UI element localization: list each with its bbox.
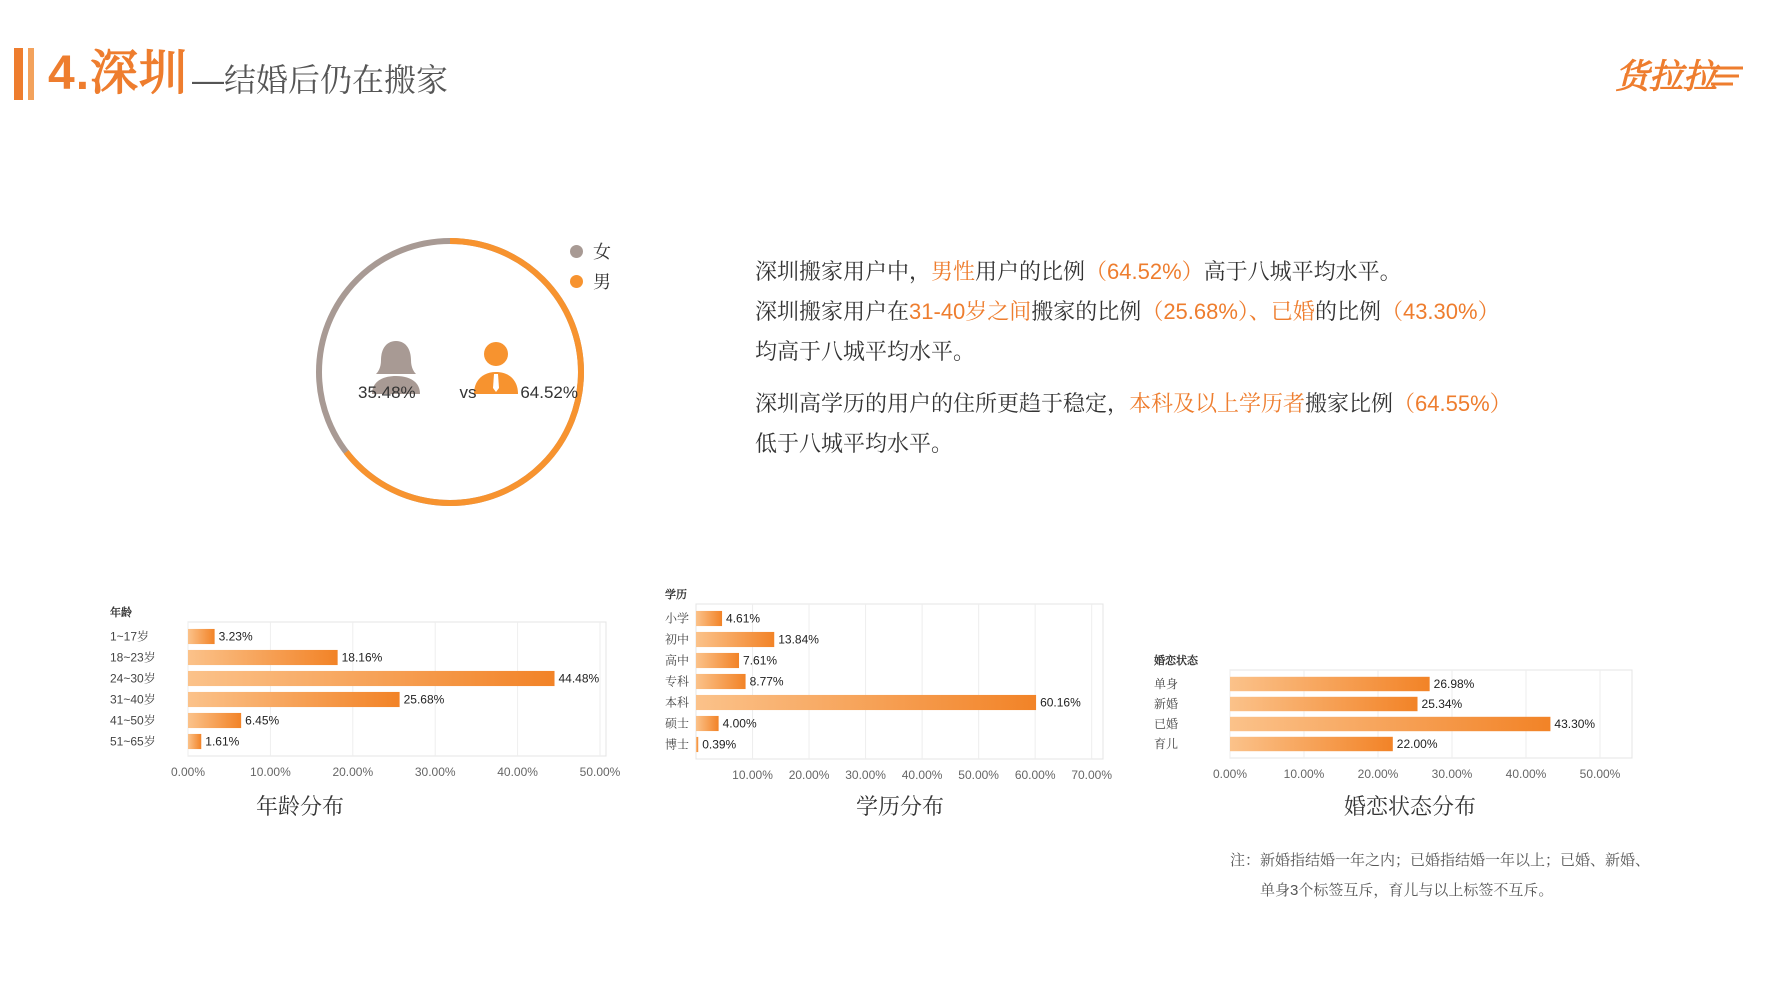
bar: [696, 716, 719, 731]
title-accent-bars: [14, 48, 34, 100]
data-label: 8.77%: [749, 674, 784, 689]
body-text: 深圳搬家用户中，: [755, 259, 932, 284]
vs-label: vs: [459, 383, 477, 402]
page-subtitle: —结婚后仍在搬家: [192, 62, 449, 98]
summary-para-2: [755, 292, 1512, 332]
data-label: 1.61%: [205, 734, 240, 749]
age-chart-title: 年龄分布: [255, 794, 344, 819]
x-tick-label: 0.00%: [1212, 767, 1248, 781]
x-tick-label: 30.00%: [414, 765, 456, 779]
data-label: 0.39%: [702, 737, 737, 752]
bar: [696, 611, 722, 626]
body-text: 深圳搬家用户在: [755, 299, 910, 324]
y-axis-title: 年龄: [110, 607, 132, 619]
x-tick-label: 10.00%: [732, 768, 773, 782]
x-tick-label: 50.00%: [958, 768, 999, 782]
legend-label-female: 女: [593, 242, 611, 262]
summary-para-1: [755, 252, 1512, 292]
bar: [188, 629, 215, 644]
category-label: 专科: [665, 674, 690, 689]
legend-dot-male: [570, 275, 583, 288]
category-label: 初中: [665, 632, 690, 647]
category-label: 18~23岁: [110, 650, 156, 665]
x-tick-label: 20.00%: [332, 765, 374, 779]
category-label: 41~50岁: [110, 713, 156, 728]
x-tick-label: 10.00%: [250, 765, 291, 779]
education-chart-title: 学历分布: [855, 794, 944, 819]
category-label: 本科: [665, 695, 690, 710]
data-label: 60.16%: [1040, 695, 1081, 710]
summary-text: [755, 252, 1512, 464]
highlight-text: 男性: [931, 259, 976, 284]
data-label: 18.16%: [341, 650, 383, 665]
highlight-text: （43.30%）: [1380, 299, 1500, 324]
summary-para-3: [755, 332, 1512, 372]
gender-legend: [570, 236, 611, 296]
data-label: 7.61%: [743, 653, 778, 668]
body-text: 低于八城平均水平。: [755, 431, 954, 456]
legend-label-male: 男: [593, 272, 611, 292]
body-text: 搬家的比例: [1031, 299, 1142, 324]
highlight-text: 31-40岁之间: [909, 299, 1032, 324]
data-label: 25.68%: [403, 692, 445, 707]
category-label: 单身: [1154, 677, 1179, 691]
category-label: 51~65岁: [110, 734, 156, 749]
category-label: 小学: [665, 611, 690, 626]
education-distribution-chart: [655, 588, 1113, 782]
category-label: 硕士: [665, 716, 690, 731]
footnote-line-1: 注：新婚指结婚一年之内；已婚指结婚一年以上；已婚、新婚、: [1230, 852, 1651, 869]
bar: [696, 653, 739, 668]
bar: [696, 674, 746, 689]
data-label: 4.61%: [726, 611, 761, 626]
bar: [696, 632, 774, 647]
data-label: 4.00%: [722, 716, 757, 731]
page-header: [14, 46, 448, 102]
bar: [696, 695, 1036, 710]
legend-item-male: [570, 266, 611, 296]
body-text: 搬家比例: [1305, 391, 1394, 416]
bar: [188, 713, 241, 728]
female-percent: 35.48%: [358, 383, 416, 402]
x-tick-label: 20.00%: [788, 768, 830, 782]
bar: [1230, 717, 1550, 731]
x-tick-label: 40.00%: [1505, 767, 1547, 781]
bar: [1230, 697, 1418, 711]
x-tick-label: 50.00%: [579, 765, 621, 779]
category-label: 育儿: [1154, 737, 1179, 751]
gender-percent-row: [358, 383, 578, 403]
bar: [188, 650, 338, 665]
data-label: 44.48%: [558, 671, 600, 686]
category-label: 1~17岁: [110, 629, 150, 644]
x-tick-label: 10.00%: [1283, 767, 1325, 781]
huolala-logo: [1615, 50, 1745, 100]
x-tick-label: 40.00%: [497, 765, 538, 779]
male-percent: 64.52%: [520, 383, 578, 402]
data-label: 26.98%: [1433, 677, 1475, 691]
x-tick-label: 30.00%: [845, 768, 886, 782]
bar: [1230, 737, 1393, 751]
data-label: 25.34%: [1421, 697, 1463, 711]
x-tick-label: 60.00%: [1014, 768, 1056, 782]
bar: [696, 737, 698, 752]
body-text: 用户的比例: [975, 259, 1086, 284]
marital-distribution-chart: [1140, 654, 1640, 780]
data-label: 13.84%: [778, 632, 819, 647]
body-text: 深圳高学历的用户的住所更趋于稳定，: [755, 391, 1130, 416]
y-axis-title: 学历: [665, 589, 687, 601]
page-title: 4.深圳: [48, 47, 189, 100]
legend-item-female: [570, 236, 611, 266]
data-label: 43.30%: [1554, 717, 1596, 731]
body-text: 均高于八城平均水平。: [755, 339, 976, 364]
x-tick-label: 20.00%: [1357, 767, 1399, 781]
x-tick-label: 50.00%: [1579, 767, 1621, 781]
data-label: 6.45%: [245, 713, 280, 728]
body-text: 的比例: [1314, 299, 1381, 324]
category-label: 已婚: [1154, 717, 1179, 731]
summary-para-4: [755, 384, 1512, 424]
highlight-text: （64.52%）: [1085, 259, 1204, 284]
bar: [188, 671, 555, 686]
body-text: 高于八城平均水平。: [1203, 259, 1402, 284]
highlight-text: （64.55%）: [1393, 391, 1512, 416]
highlight-text: （25.68%）、已婚: [1141, 299, 1315, 324]
x-tick-label: 70.00%: [1071, 768, 1113, 782]
bar: [1230, 677, 1430, 691]
bar: [188, 734, 201, 749]
legend-dot-female: [570, 245, 583, 258]
marital-chart-title: 婚恋状态分布: [1343, 794, 1476, 819]
category-label: 高中: [665, 653, 690, 668]
footnote: [1230, 846, 1650, 906]
highlight-text: 本科及以上学历者: [1129, 391, 1306, 416]
category-label: 31~40岁: [110, 692, 156, 707]
summary-para-5: [755, 424, 1512, 464]
category-label: 新婚: [1154, 697, 1179, 711]
y-axis-title: 婚恋状态: [1154, 655, 1198, 667]
x-tick-label: 30.00%: [1431, 767, 1473, 781]
data-label: 22.00%: [1396, 737, 1438, 751]
logo-text: 货拉拉: [1615, 57, 1717, 97]
category-label: 博士: [665, 737, 690, 752]
footnote-line-2: 单身3个标签互斥，育儿与以上标签不互斥。: [1260, 882, 1554, 899]
x-tick-label: 0.00%: [170, 765, 206, 779]
data-label: 3.23%: [218, 629, 253, 644]
age-distribution-chart: [100, 606, 621, 779]
category-label: 24~30岁: [110, 671, 156, 686]
bar: [188, 692, 400, 707]
x-tick-label: 40.00%: [901, 768, 943, 782]
